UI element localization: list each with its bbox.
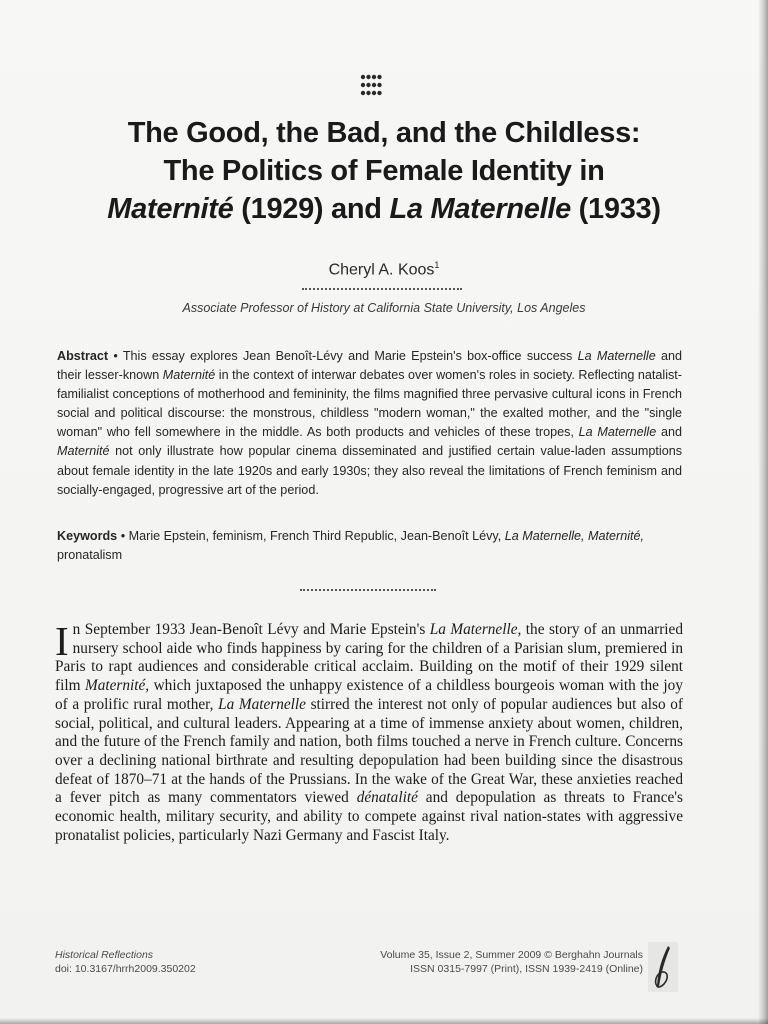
title-line-3 xyxy=(60,190,708,228)
footer-journal-info xyxy=(55,948,196,976)
issn-info: ISSN 0315-7997 (Print), ISSN 1939-2419 (Online) xyxy=(410,963,643,975)
body-term: dénatalité xyxy=(356,789,418,807)
scan-bottom-shadow xyxy=(0,1018,768,1024)
abstract-label: Abstract xyxy=(57,349,109,363)
abstract-text-5: not only illustrate how popular cinema disseminated and justified certain value-laden assumptions about female identity in the late 1920s and early 1930s; they also reveal the limitations of French feminism and socially-engaged, progressive art of the period. xyxy=(57,444,682,497)
article-title xyxy=(60,114,708,228)
title-line-1: The Good, the Bad, and the Childless: xyxy=(127,117,641,149)
keywords-text-1: Marie Epstein, feminism, French Third Republic, Jean-Benoît Lévy, xyxy=(128,529,505,543)
body-text-5: and depopulation as threats to France's economic health, military security, and ability to compete against rival nation-states with aggressive pronatalist policies, particularly Nazi Germany and Fascist Italy. xyxy=(55,789,683,844)
drop-cap: I xyxy=(55,618,69,664)
volume-info: Volume 35, Issue 2, Summer 2009 © Berghahn Journals xyxy=(380,949,643,961)
body-film-3: La Maternelle xyxy=(218,695,306,713)
abstract-text-1: This essay explores Jean Benoît-Lévy and Marie Epstein's box-office success xyxy=(122,349,578,363)
body-film-1: La Maternelle, xyxy=(429,621,522,638)
author-divider xyxy=(302,288,462,290)
body-text-1: n September 1933 Jean-Benoît Lévy and Marie Epstein's xyxy=(72,621,430,638)
abstract-film-2: Maternité xyxy=(162,368,216,383)
berghahn-logo-icon xyxy=(648,942,678,992)
journal-name: Historical Reflections xyxy=(55,949,154,961)
author-name xyxy=(0,260,768,279)
abstract-text-2: and their lesser-known xyxy=(57,349,683,383)
abstract xyxy=(57,347,682,500)
keywords-text-2: pronatalism xyxy=(57,548,123,563)
abstract-film-4: Maternité xyxy=(57,444,110,459)
author-footnote-marker[interactable]: 1 xyxy=(434,260,440,270)
abstract-film-1: La Maternelle xyxy=(577,349,656,363)
keywords-label: Keywords xyxy=(57,529,118,543)
abstract-text-4: and xyxy=(656,425,682,440)
abstract-text-3: in the context of interwar debates over women's roles in society. Reflecting natalist-familialist conceptions of motherhood and femininity, the films magnified three pervasive cultural icons in French social and political discourse: the monstrous, childless "modern woman," the exalted mother, and the "single woman" who fell somewhere in the middle. As both products and vehicles of these tropes, xyxy=(57,368,682,440)
body-text-2: the story of an unmarried nursery school aide who finds happiness by caring for the children of a Parisian slum, premiered in Paris to rapt audiences and considerable critical acclaim. Building on the motif of their 1929 silent film xyxy=(55,621,683,695)
body-film-2: Maternité, xyxy=(84,677,150,695)
title-text-a: (1929) and xyxy=(233,193,390,225)
dots-grid-icon xyxy=(359,74,383,96)
body-paragraph xyxy=(55,618,684,845)
section-divider xyxy=(300,589,436,591)
abstract-film-3: La Maternelle xyxy=(578,425,657,440)
keywords-separator: • xyxy=(117,529,129,543)
title-film-1: Maternité xyxy=(107,193,234,225)
footer-publication-info xyxy=(380,948,643,976)
title-film-2: La Maternelle xyxy=(389,193,571,225)
author-affiliation: Associate Professor of History at California State University, Los Angeles xyxy=(182,301,586,315)
doi[interactable]: doi: 10.3167/hrrh2009.350202 xyxy=(55,963,196,975)
body-text-4: stirred the interest not only of popular audiences but also of social, political, and cultural leaders. Appearing at a time of immense anxiety about women, children, and the future of the French family and nation, both films touched a nerve in French culture. Concerns over a declining national birthrate and resulting depopulation had been building since the disastrous defeat of 1870–71 at the hands of the Prussians. In the wake of the Great War, these anxieties reached a fever pitch as many commentators viewed xyxy=(55,695,684,807)
abstract-separator: • xyxy=(108,349,123,363)
author-text: Cheryl A. Koos xyxy=(328,261,435,279)
keywords xyxy=(57,527,682,565)
keywords-films: La Maternelle, Maternité, xyxy=(504,529,645,543)
scan-edge-shadow xyxy=(758,0,768,1024)
title-text-b: (1933) xyxy=(570,193,661,225)
body-text-3: which juxtaposed the unhappy existence of a childless bourgeois woman with the joy of a prolific rural mother, xyxy=(55,677,683,713)
title-line-2: The Politics of Female Identity in xyxy=(163,155,605,187)
